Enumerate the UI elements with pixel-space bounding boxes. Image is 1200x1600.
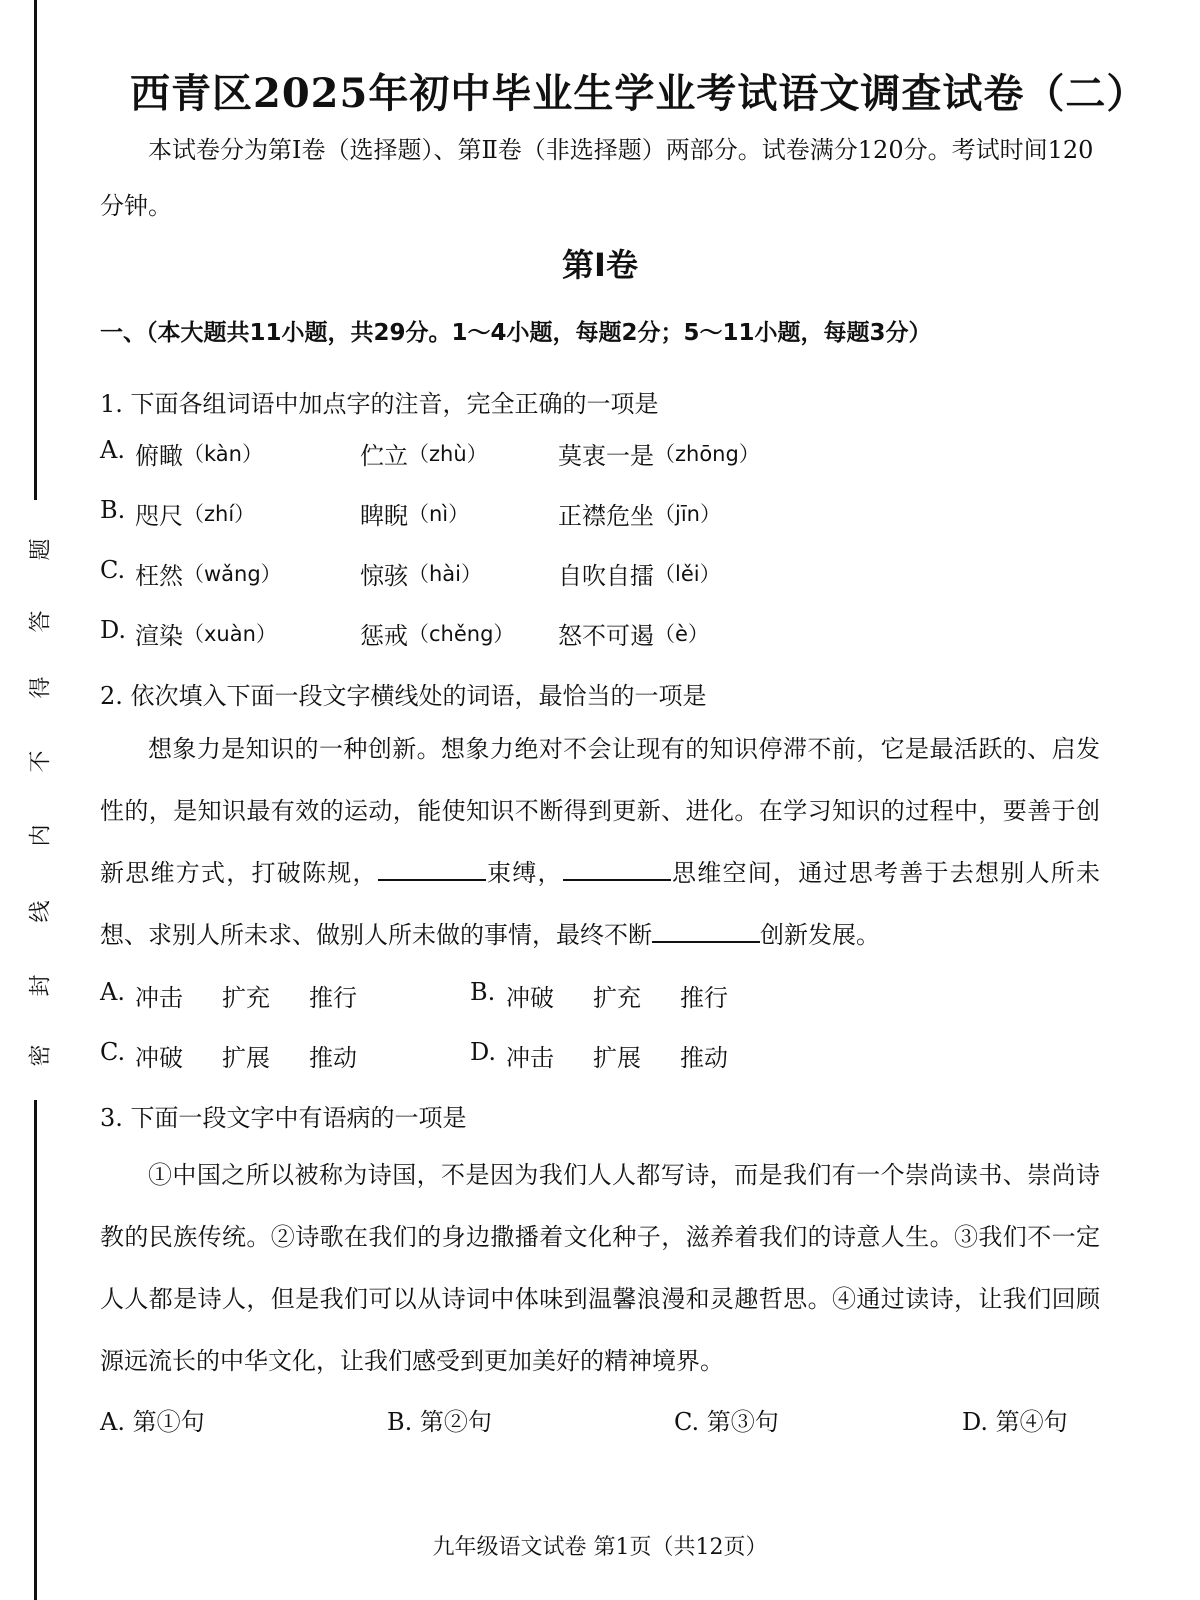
option-label: C. <box>100 556 126 584</box>
option-word: 枉然 <box>135 562 183 590</box>
option-word: 冲击 <box>135 984 183 1012</box>
binding-char: 密 <box>28 1044 54 1067</box>
option-pinyin: （nì） <box>408 502 470 526</box>
passage-text: 思维空间，通过思考善于去想别人所未想、求别人所未求、做别人所未做的事情，最终不断 <box>100 859 1100 949</box>
option-label: A. <box>100 978 125 1006</box>
fill-blank[interactable] <box>378 857 486 881</box>
q1-option-d <box>100 616 1100 656</box>
option-word: 咫尺 <box>135 502 183 530</box>
option-word: 扩充 <box>222 984 270 1012</box>
option-word: 睥睨 <box>360 502 408 530</box>
passage-text: 束缚， <box>485 859 563 887</box>
option-pinyin: （wǎng） <box>183 562 282 586</box>
passage-text: 创新发展。 <box>760 921 880 949</box>
option-word: 冲破 <box>135 1044 183 1072</box>
binding-char: 线 <box>28 900 54 923</box>
option-word: 扩展 <box>222 1044 270 1072</box>
option-word: 推动 <box>680 1044 728 1072</box>
question-1-stem: 1. 下面各组词语中加点字的注音，完全正确的一项是 <box>100 390 659 418</box>
option-pinyin: （jīn） <box>654 502 721 526</box>
option-pinyin: （zhōng） <box>654 442 760 466</box>
fill-blank[interactable] <box>563 857 671 881</box>
option-pinyin: （lěi） <box>654 562 721 586</box>
option-pinyin: （chěng） <box>408 622 515 646</box>
q2-option-row-1 <box>100 978 1100 1018</box>
option-pinyin: （hài） <box>408 562 483 586</box>
option-word: 惊骇 <box>360 562 408 590</box>
option-word: 莫衷一是 <box>558 442 654 470</box>
option-c: C. 第③句 <box>674 1408 779 1436</box>
binding-char: 内 <box>28 824 54 847</box>
option-label: B. <box>100 496 126 524</box>
question-3-stem: 3. 下面一段文字中有语病的一项是 <box>100 1104 467 1132</box>
option-label: B. <box>470 978 496 1006</box>
option-pinyin: （kàn） <box>183 442 263 466</box>
question-2-passage <box>100 718 1100 966</box>
question-3-passage: ①中国之所以被称为诗国，不是因为我们人人都写诗，而是我们有一个崇尚读书、崇尚诗教的民族传统。②诗歌在我们的身边撒播着文化种子，滋养着我们的诗意人生。③我们不一定人人都是诗人，但是我们可以从诗词中体味到温馨浪漫和灵趣哲思。④通过读诗，让我们回顾源远流长的中华文化，让我们感受到更加美好的精神境界。 <box>100 1161 1100 1375</box>
option-word: 推动 <box>309 1044 357 1072</box>
option-word: 怒不可遏 <box>558 622 654 650</box>
option-word: 渲染 <box>135 622 183 650</box>
option-pinyin: （zhí） <box>183 502 256 526</box>
option-word: 推行 <box>680 984 728 1012</box>
exam-title: 西青区2025年初中毕业生学业考试语文调查试卷（二） <box>130 70 1148 117</box>
q3-options <box>100 1402 1100 1442</box>
option-d: D. 第④句 <box>962 1408 1068 1436</box>
option-word: 俯瞰 <box>135 442 183 470</box>
option-word: 自吹自擂 <box>558 562 654 590</box>
binding-char: 题 <box>28 538 54 561</box>
binding-line-bottom <box>34 1100 37 1600</box>
option-pinyin: （zhù） <box>408 442 488 466</box>
option-word: 冲破 <box>506 984 554 1012</box>
q1-option-b <box>100 496 1100 536</box>
option-word: 推行 <box>309 984 357 1012</box>
binding-char: 封 <box>28 974 54 997</box>
volume-heading: 第Ⅰ卷 <box>562 246 638 284</box>
option-word: 扩充 <box>593 984 641 1012</box>
option-label: C. <box>100 1038 126 1066</box>
option-label: A. <box>100 436 125 464</box>
option-word: 扩展 <box>593 1044 641 1072</box>
option-a: A. 第①句 <box>100 1408 205 1436</box>
question-2-stem: 2. 依次填入下面一段文字横线处的词语，最恰当的一项是 <box>100 682 707 710</box>
q2-option-row-2 <box>100 1038 1100 1078</box>
option-word: 冲击 <box>506 1044 554 1072</box>
option-b: B. 第②句 <box>387 1408 492 1436</box>
passage-text: 想象力是知识的一种创新。想象力绝对不会让现有的知识停滞不前，它是最活跃的、启发性的，是知识最有效的运动，能使知识不断得到更新、进化。在学习知识的过程中，要善于创新思维方式，打破陈规， <box>100 735 1100 887</box>
exam-intro: 本试卷分为第Ⅰ卷（选择题）、第Ⅱ卷（非选择题）两部分。试卷满分120分。考试时间120分钟。 <box>100 136 1094 220</box>
binding-char: 答 <box>28 610 54 633</box>
option-label: D. <box>100 616 127 644</box>
option-word: 伫立 <box>360 442 408 470</box>
section-heading: 一、（本大题共11小题，共29分。1～4小题，每题2分；5～11小题，每题3分） <box>100 320 932 346</box>
binding-char: 得 <box>28 676 54 699</box>
option-word: 正襟危坐 <box>558 502 654 530</box>
q1-option-a <box>100 436 1100 476</box>
binding-char: 不 <box>28 750 54 773</box>
fill-blank[interactable] <box>652 919 760 943</box>
option-pinyin: （xuàn） <box>183 622 277 646</box>
option-label: D. <box>470 1038 497 1066</box>
page-footer: 九年级语文试卷 第1页（共12页） <box>432 1535 768 1560</box>
option-word: 惩戒 <box>360 622 408 650</box>
option-pinyin: （è） <box>654 622 709 646</box>
q1-option-c <box>100 556 1100 596</box>
